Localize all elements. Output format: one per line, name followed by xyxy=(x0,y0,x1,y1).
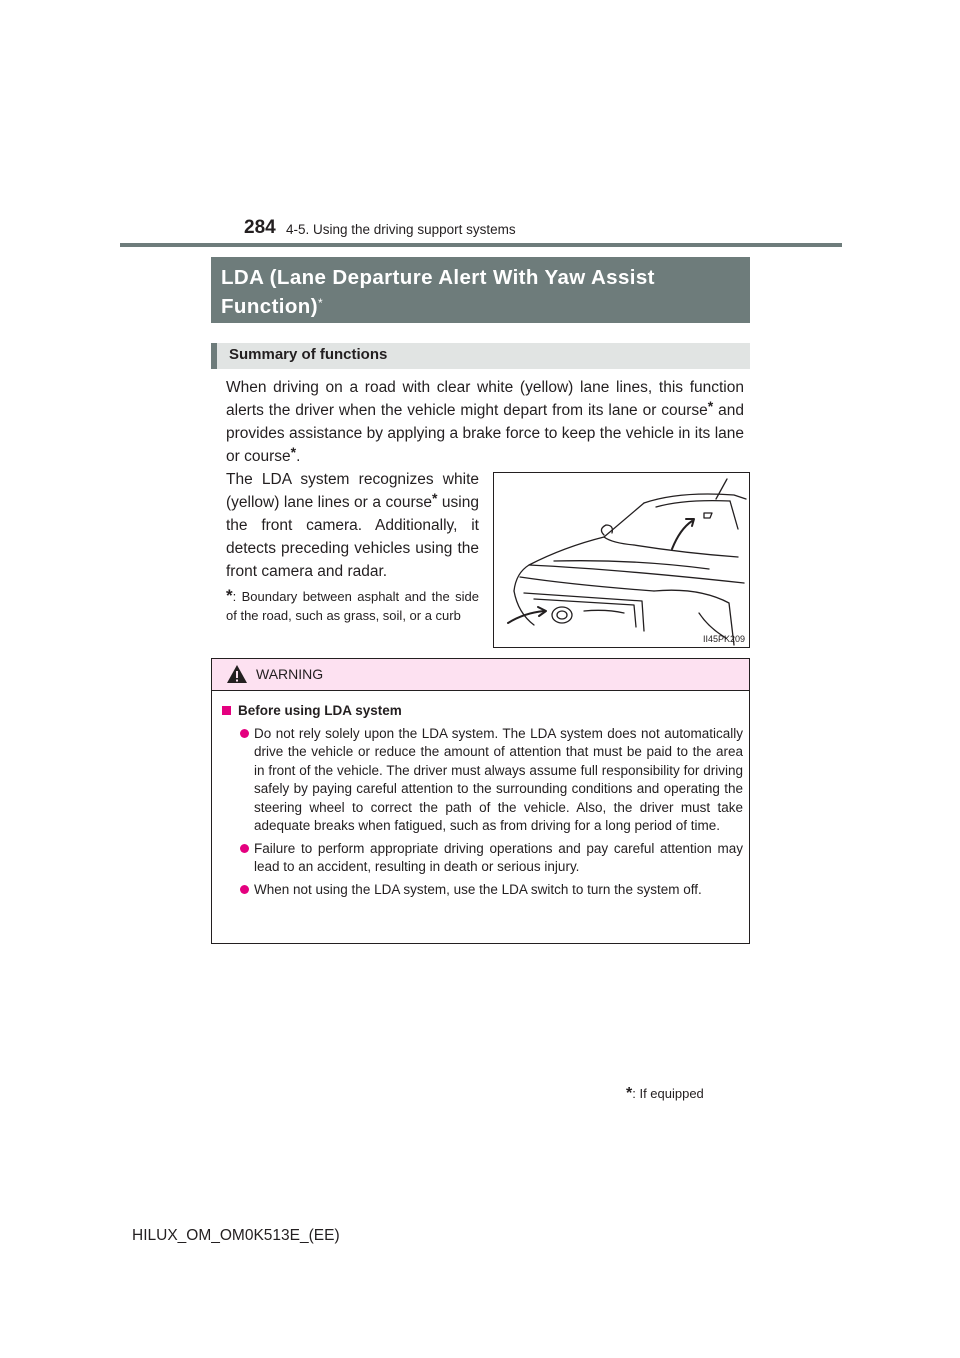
title-line-2: Function) xyxy=(221,295,318,318)
warning-bullet xyxy=(222,840,743,877)
para1-text-c: . xyxy=(296,448,301,465)
para1-star-1: * xyxy=(707,398,714,414)
warning-body xyxy=(212,691,749,899)
bullet-dot-icon xyxy=(240,885,249,894)
para1-star-2: * xyxy=(290,444,297,460)
para2-text-a: The LDA system recognizes white (yellow) lane lines or a course xyxy=(226,471,479,511)
warning-box xyxy=(211,658,750,944)
bullet-dot-icon xyxy=(240,729,249,738)
illustration-code: II45PK209 xyxy=(702,634,745,644)
warning-subheading xyxy=(222,702,743,721)
footnote-text: : Boundary between asphalt and the side of the road, such as grass, soil, or a curb xyxy=(226,589,479,623)
warning-bullet-text: When not using the LDA system, use the LDA switch to turn the system off. xyxy=(254,881,702,897)
vehicle-drawing xyxy=(494,473,749,647)
para2-star: * xyxy=(431,490,438,506)
vehicle-illustration xyxy=(493,472,750,648)
warning-label: WARNING xyxy=(256,666,324,682)
footnote-mark: * xyxy=(226,586,233,605)
summary-paragraph-2 xyxy=(226,468,479,583)
summary-paragraph-1 xyxy=(226,376,744,468)
section-label: 4-5. Using the driving support systems xyxy=(286,222,516,237)
warning-bullet-text: Failure to perform appropriate driving operations and pay careful attention may lead to an accident, resulting in death or serious injury. xyxy=(254,840,743,874)
document-id: HILUX_OM_OM0K513E_(EE) xyxy=(132,1227,340,1244)
para1-text-a: When driving on a road with clear white (yellow) lane lines, this function alerts the driver when the vehicle might depart from its lane or course xyxy=(226,379,744,419)
header-rule xyxy=(120,243,842,247)
warning-subheading-text: Before using LDA system xyxy=(238,703,402,718)
warning-bullet xyxy=(222,725,743,836)
bullet-dot-icon xyxy=(240,844,249,853)
warning-bullet-text: Do not rely solely upon the LDA system. The LDA system does not automatically drive the vehicle or reduce the amount of attention that must be paid to the area in front of the vehicle. The driver must always assume full responsibility for driving safely by paying careful attention to the surrounding conditions and operating the steering wheel to correct the path of the vehicle. Also, the driver must take adequate breaks when fatigued, such as from driving for a long period of time. xyxy=(254,725,743,833)
page-number: 284 xyxy=(244,217,276,238)
para2-text-b: using the front camera. Additionally, it detects preceding vehicles using the front camera and radar. xyxy=(226,494,479,580)
footnote xyxy=(226,586,479,625)
square-bullet-icon xyxy=(222,706,231,715)
title-asterisk: * xyxy=(317,296,324,310)
title-line-1: LDA (Lane Departure Alert With Yaw Assist xyxy=(221,266,655,289)
if-equipped-note xyxy=(626,1085,704,1103)
if-equipped-mark: * xyxy=(626,1085,633,1102)
warning-triangle-icon xyxy=(226,664,248,684)
page-title xyxy=(211,257,750,323)
warning-header xyxy=(212,659,749,691)
summary-heading: Summary of functions xyxy=(211,343,750,369)
if-equipped-text: : If equipped xyxy=(632,1086,704,1101)
warning-bullet xyxy=(222,881,743,900)
para1-text-b: and provides assistance by applying a brake force to keep the vehicle in its lane or course xyxy=(226,402,744,465)
